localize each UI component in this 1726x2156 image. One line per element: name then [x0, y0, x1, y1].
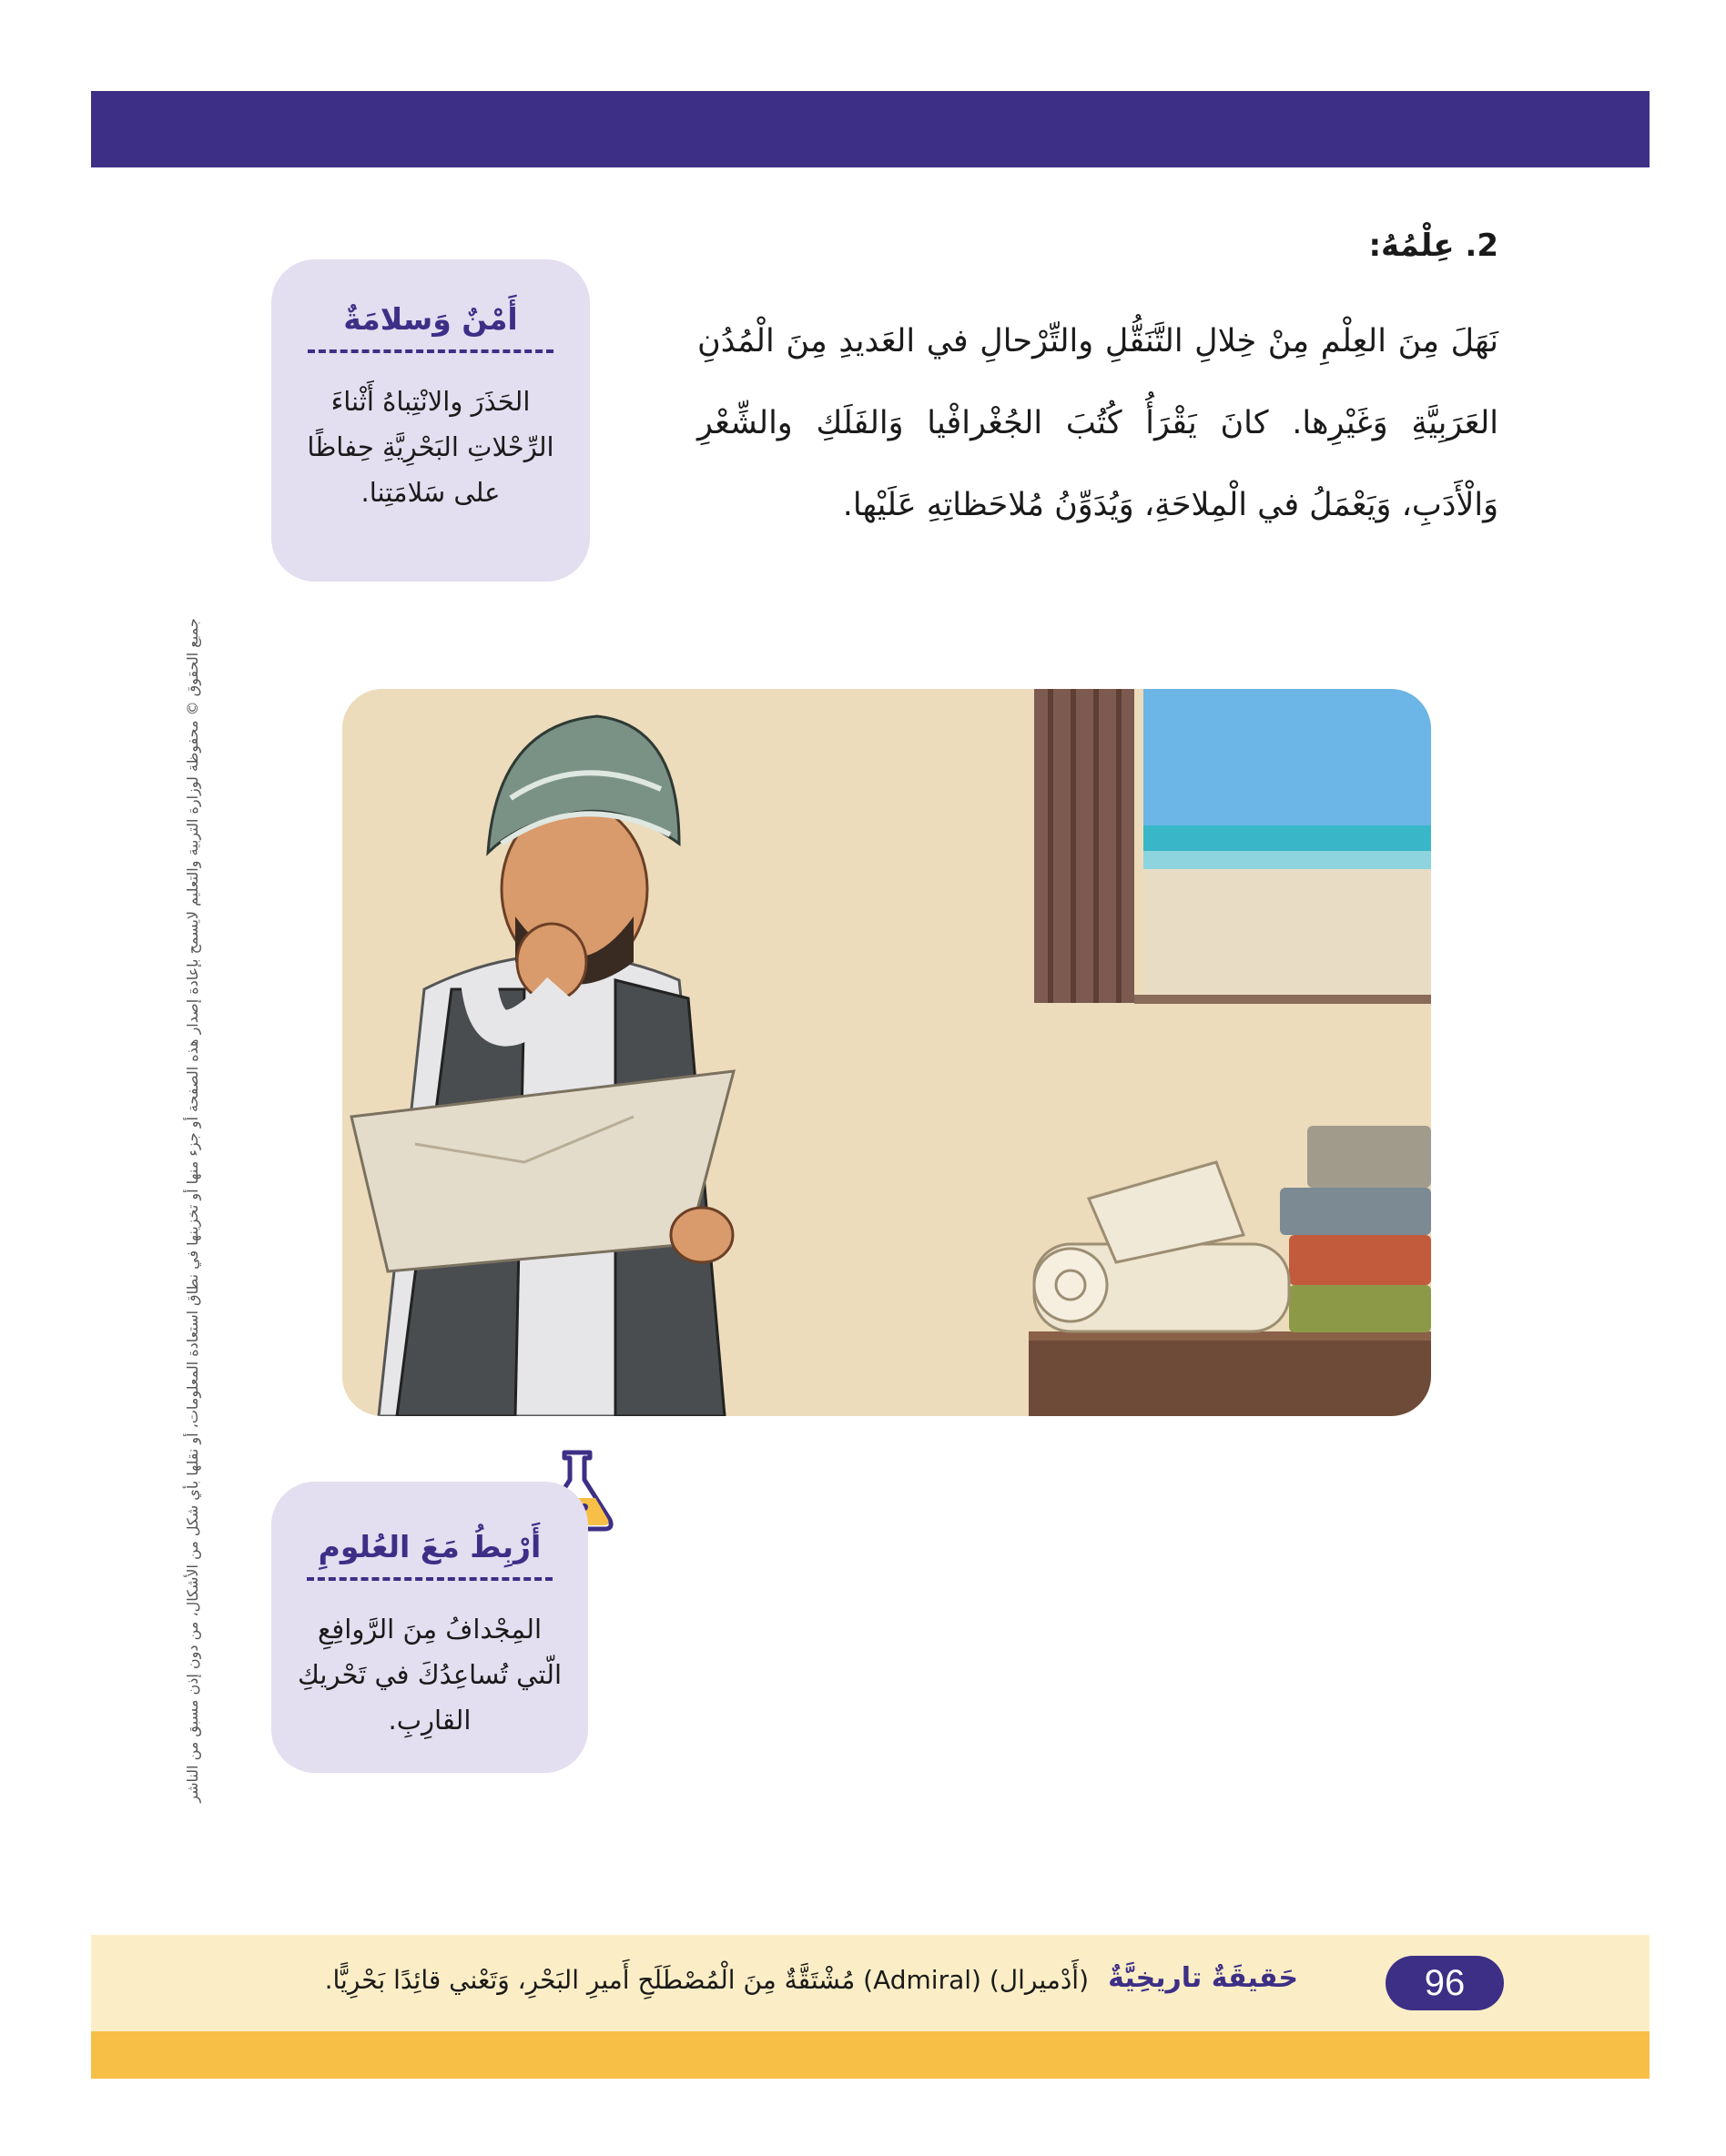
copyright-notice [184, 446, 206, 1975]
safety-box [271, 259, 590, 582]
safety-box-text: الحَذَرَ والانْتِباهُ أَثْناءَ الرِّحْلاتِ البَحْرِيَّةِ حِفاظًا على سَلامَتِنا. [307, 386, 554, 508]
section-heading: 2. عِلْمُهُ: [1368, 228, 1498, 264]
top-banner [91, 91, 1650, 167]
main-paragraph: نَهَلَ مِنَ العِلْمِ مِنْ خِلالِ التَّنَقُّلِ والتِّرْحالِ في العَديدِ مِنَ الْمُدُنِ العَرَبِيَّةِ وَغَيْرِها. كانَ يَقْرَأُ كُتُبَ الجُغْرافْيا وَالفَلَكِ والشِّعْرِ وَالْأَدَبِ، وَيَعْمَلُ في الْمِلاحَةِ، وَيُدَوِّنُ مُلاحَظاتِهِ عَلَيْها. [697, 323, 1498, 523]
science-box-title: أَرْبِطُ مَعَ العُلومِ [318, 1529, 542, 1564]
fact-text: (أَدْميرال) (Admiral) مُشْتَقَّةٌ مِنَ الْمُصْطَلَحِ أَميرِ البَحْرِ، وَتَعْني قائِدًا بَحْرِيًّا. [324, 1965, 1089, 1995]
science-box [271, 1482, 588, 1773]
scholar-illustration [342, 689, 1431, 1416]
science-box-divider [307, 1577, 553, 1581]
safety-box-title: أَمْنٌ وَسلامَةٌ [343, 301, 518, 337]
copyright-text: جميع الحقوق © محفوظة لوزارة التربية والتعليم لايسمح بإعادة إصدار هذه الصفحة أو جزء منها أو تخزينها في نطاق استعادة المعلومات، أو نقلها بأي شكل من الأشكال، من دون إذن مسبق من الناشر [184, 618, 201, 1803]
safety-box-divider [308, 349, 553, 353]
bottom-band [91, 2031, 1650, 2079]
science-box-text: المِجْدافُ مِنَ الرَّوافِعِ الّتي تُساعِدُكَ في تَحْريكِ القارِبِ. [297, 1614, 562, 1736]
fact-label: حَقيقَةٌ تاريخِيَّةٌ [1108, 1962, 1298, 1994]
page-number: 96 [1386, 1956, 1504, 2010]
